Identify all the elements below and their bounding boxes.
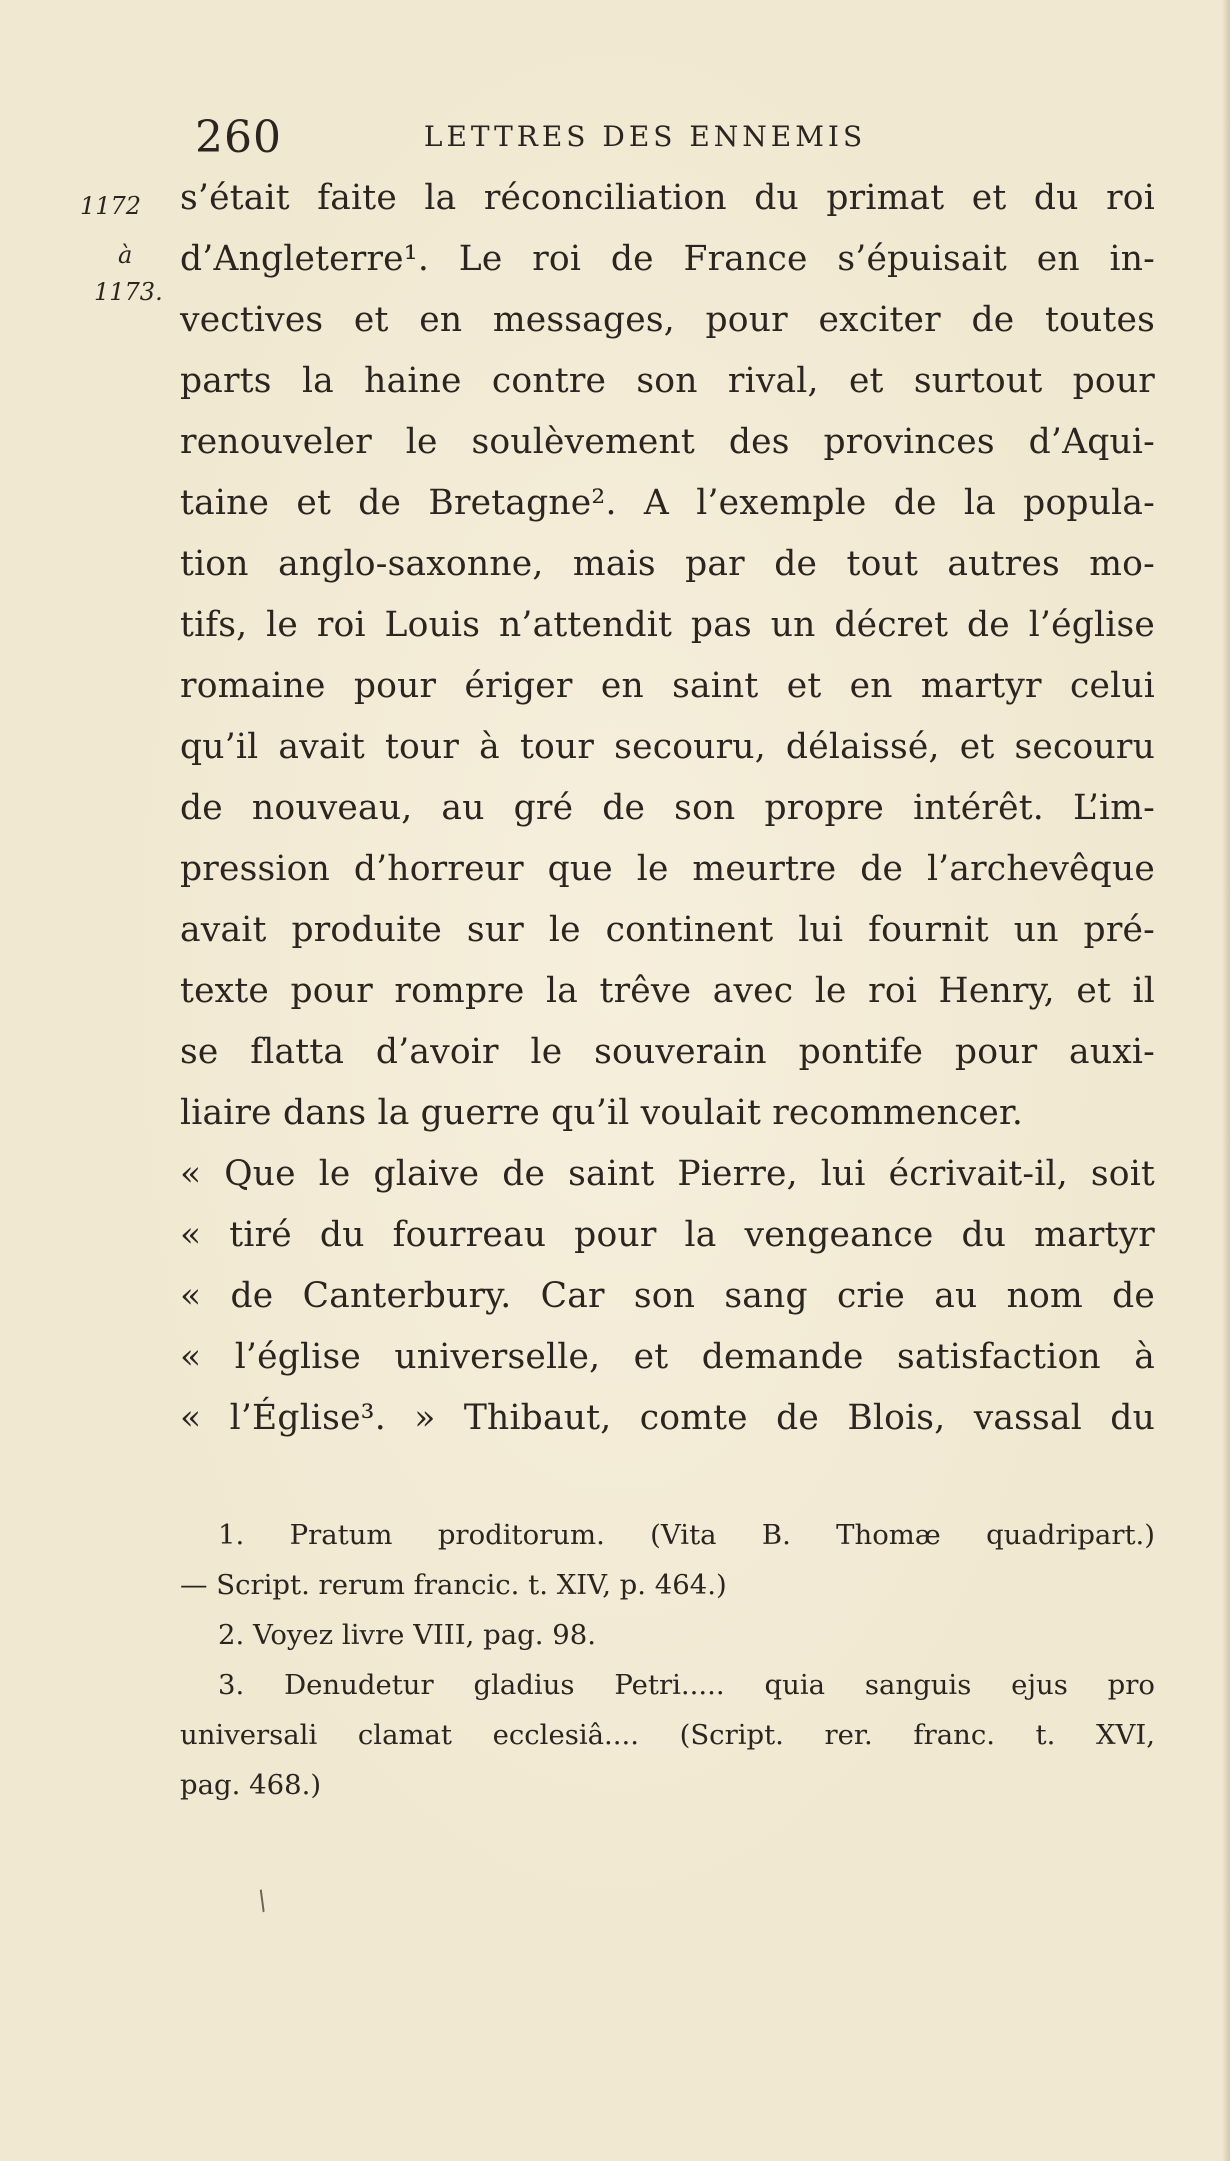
page-number: 260	[195, 112, 282, 163]
text-line: liaire dans la guerre qu’il voulait recommencer.	[180, 1093, 1024, 1133]
footnote-3-end: pag. 468.)	[180, 1769, 322, 1801]
text-line: taine et de Bretagne². A l’exemple de la popula-	[180, 483, 1155, 523]
text-line: romaine pour ériger en saint et en martyr celui	[180, 666, 1155, 706]
footnote-3: 3. Denudetur gladius Petri..... quia sanguis ejus pro	[218, 1669, 1155, 1701]
text-line: « Que le glaive de saint Pierre, lui écrivait-il, soit	[180, 1154, 1155, 1194]
text-line: tifs, le roi Louis n’attendit pas un décret de l’église	[180, 605, 1155, 645]
text-line: « l’église universelle, et demande satisfaction à	[180, 1337, 1155, 1377]
footnote-1: 1. Pratum proditorum. (Vita B. Thomæ quadripart.)	[218, 1519, 1155, 1551]
margin-date-end: 1173.	[94, 278, 163, 306]
text-line: « l’Église³. » Thibaut, comte de Blois, vassal du	[180, 1398, 1155, 1438]
main-text	[180, 168, 1155, 1449]
text-line: pression d’horreur que le meurtre de l’archevêque	[180, 849, 1155, 889]
text-line: vectives et en messages, pour exciter de toutes	[180, 300, 1155, 340]
margin-date-start: 1172	[80, 192, 142, 220]
text-line: parts la haine contre son rival, et surtout pour	[180, 361, 1155, 401]
footnote-2: 2. Voyez livre VIII, pag. 98.	[218, 1619, 596, 1651]
page-edge-shadow	[1222, 0, 1230, 2161]
text-line: tion anglo-saxonne, mais par de tout autres mo-	[180, 544, 1155, 584]
running-title: LETTRES DES ENNEMIS	[423, 120, 867, 153]
text-line: renouveler le soulèvement des provinces d’Aqui-	[180, 422, 1155, 462]
text-line: de nouveau, au gré de son propre intérêt. L’im-	[180, 788, 1155, 828]
text-line: avait produite sur le continent lui fournit un pré-	[180, 910, 1155, 950]
stray-ink-mark: /	[252, 1885, 273, 1917]
running-head	[195, 112, 1095, 162]
text-line: « de Canterbury. Car son sang crie au nom de	[180, 1276, 1155, 1316]
text-line: texte pour rompre la trêve avec le roi Henry, et il	[180, 971, 1155, 1011]
text-line: se flatta d’avoir le souverain pontife pour auxi-	[180, 1032, 1155, 1072]
text-line: d’Angleterre¹. Le roi de France s’épuisait en in-	[180, 239, 1155, 279]
margin-date-separator: à	[118, 241, 133, 269]
footnote-1-continuation: — Script. rerum francic. t. XIV, p. 464.)	[180, 1569, 727, 1601]
footnotes	[180, 1510, 1155, 1810]
text-line: qu’il avait tour à tour secouru, délaissé, et secouru	[180, 727, 1155, 767]
footnote-3-continuation: universali clamat ecclesiâ.... (Script. rer. franc. t. XVI,	[180, 1719, 1155, 1751]
text-line: « tiré du fourreau pour la vengeance du martyr	[180, 1215, 1155, 1255]
text-line: s’était faite la réconciliation du primat et du roi	[180, 178, 1155, 218]
